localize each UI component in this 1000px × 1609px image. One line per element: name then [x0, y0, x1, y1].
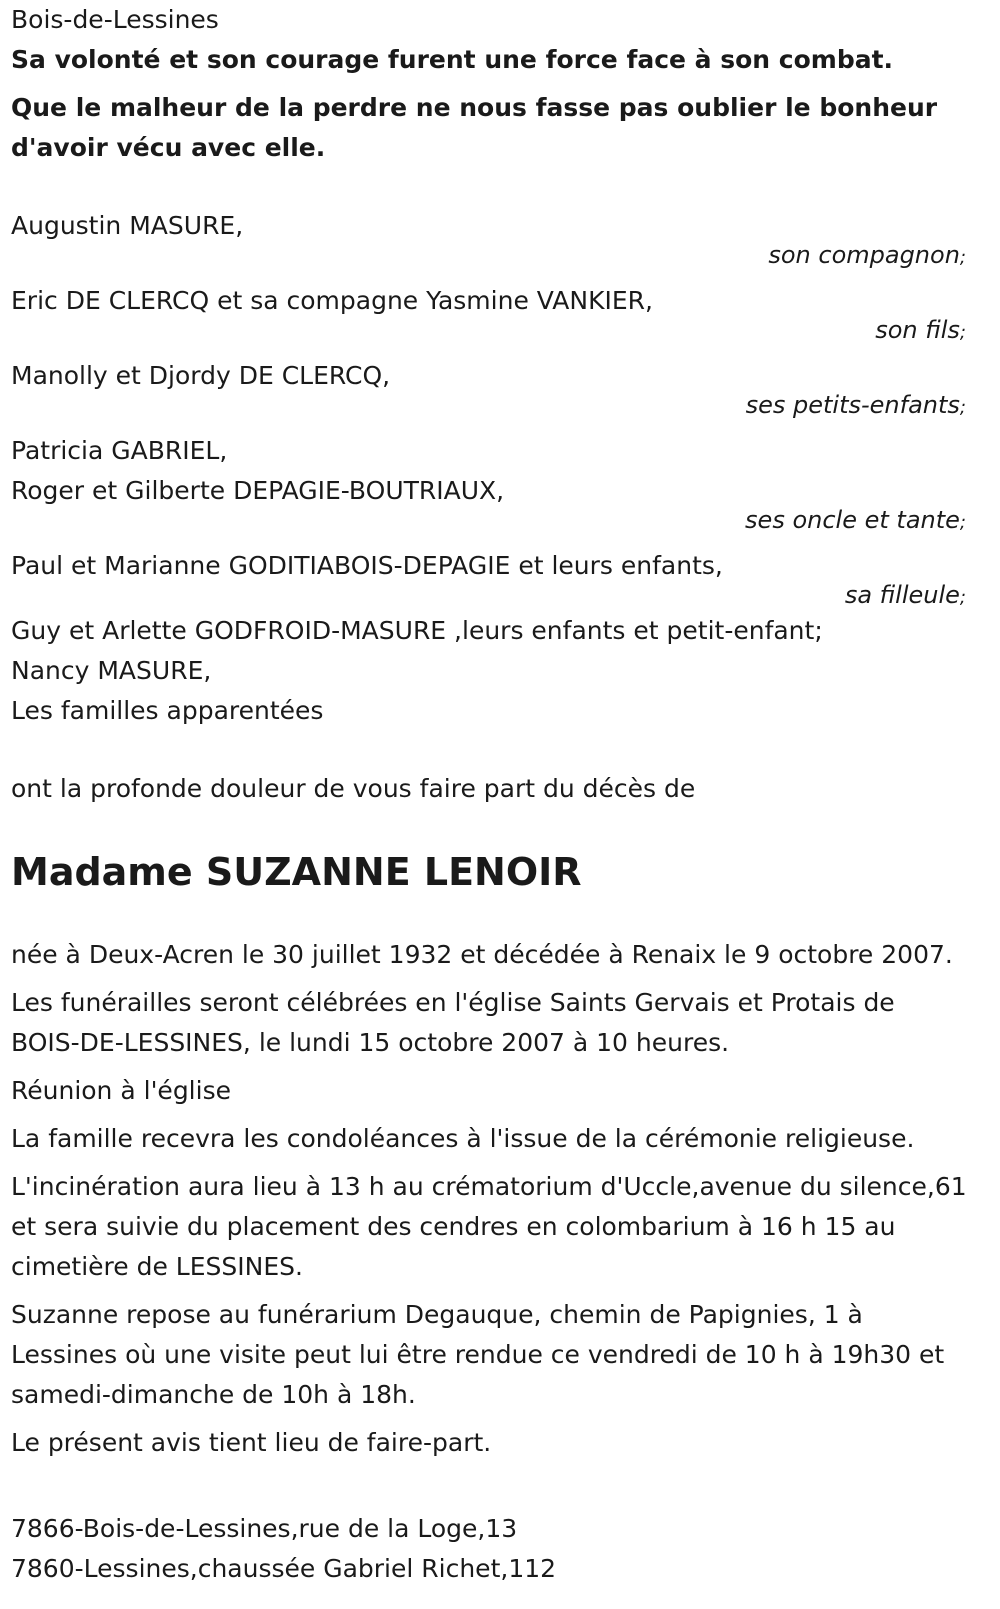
family-entry-son — [11, 281, 970, 346]
paragraph-cremation: L'incinération aura lieu à 13 h au crématorium d'Uccle,avenue du silence,61 et sera suivie du placement des cendres en colombarium à 16 h 15 au cimetière de LESSINES. — [11, 1172, 967, 1281]
address-line: 7866-Bois-de-Lessines,rue de la Loge,13 — [11, 1514, 518, 1543]
paragraph-notice: Le présent avis tient lieu de faire-part. — [11, 1428, 492, 1457]
family-entry-grandchildren — [11, 356, 970, 421]
paragraph-funeral: Les funérailles seront célébrées en l'église Saints Gervais et Protais de BOIS-DE-LESSINES, le lundi 15 octobre 2007 à 10 heures. — [11, 988, 895, 1057]
role-separator: ; — [959, 397, 966, 418]
family-entry-uncle-aunt — [11, 431, 970, 536]
quote-courage: Sa volonté et son courage furent une force face à son combat. — [11, 45, 894, 74]
family-name-second: Roger et Gilberte DEPAGIE-BOUTRIAUX, — [11, 476, 505, 505]
role-separator: ; — [959, 247, 966, 268]
deceased-name: Madame SUZANNE LENOIR — [11, 850, 582, 894]
family-entry-goddaughter — [11, 546, 970, 611]
family-role-text: son fils — [875, 316, 960, 344]
address-line: 7860-Lessines,chaussée Gabriel Richet,112 — [11, 1554, 557, 1583]
other-family-line: Guy et Arlette GODFROID-MASURE ,leurs enfants et petit-enfant; — [11, 616, 823, 645]
family-role-text: sa filleule — [844, 581, 960, 609]
other-family-line: Les familles apparentées — [11, 696, 324, 725]
paragraph-birth-death: née à Deux-Acren le 30 juillet 1932 et décédée à Renaix le 9 octobre 2007. — [11, 940, 953, 969]
paragraph-gathering: Réunion à l'église — [11, 1076, 231, 1105]
family-role — [11, 507, 970, 536]
role-separator: ; — [959, 587, 966, 608]
family-role — [11, 317, 970, 346]
family-role — [11, 392, 970, 421]
family-role-text: son compagnon — [768, 241, 960, 269]
family-name: Manolly et Djordy DE CLERCQ, — [11, 361, 391, 390]
role-separator: ; — [959, 512, 966, 533]
family-name: Eric DE CLERCQ et sa compagne Yasmine VANKIER, — [11, 286, 653, 315]
location-line: Bois-de-Lessines — [11, 5, 219, 34]
paragraph-condolences: La famille recevra les condoléances à l'issue de la cérémonie religieuse. — [11, 1124, 915, 1153]
family-role-text: ses oncle et tante — [745, 506, 960, 534]
spacer — [11, 1471, 970, 1509]
family-role — [11, 242, 970, 271]
family-role-text: ses petits-enfants — [745, 391, 960, 419]
other-family-line: Nancy MASURE, — [11, 656, 212, 685]
family-role — [11, 582, 970, 611]
role-separator: ; — [959, 322, 966, 343]
spacer — [11, 168, 970, 206]
quote-remembrance: Que le malheur de la perdre ne nous fasse pas oublier le bonheur d'avoir vécu avec elle. — [11, 93, 938, 162]
family-name: Paul et Marianne GODITIABOIS-DEPAGIE et leurs enfants, — [11, 551, 723, 580]
family-entry-companion — [11, 206, 970, 271]
paragraph-visitation: Suzanne repose au funérarium Degauque, chemin de Papignies, 1 à Lessines où une visite peut lui être rendue ce vendredi de 10 h à 19h30 et samedi-dimanche de 10h à 18h. — [11, 1300, 945, 1409]
family-name: Patricia GABRIEL, — [11, 436, 228, 465]
announcement-text: ont la profonde douleur de vous faire part du décès de — [11, 774, 696, 803]
family-name: Augustin MASURE, — [11, 211, 244, 240]
